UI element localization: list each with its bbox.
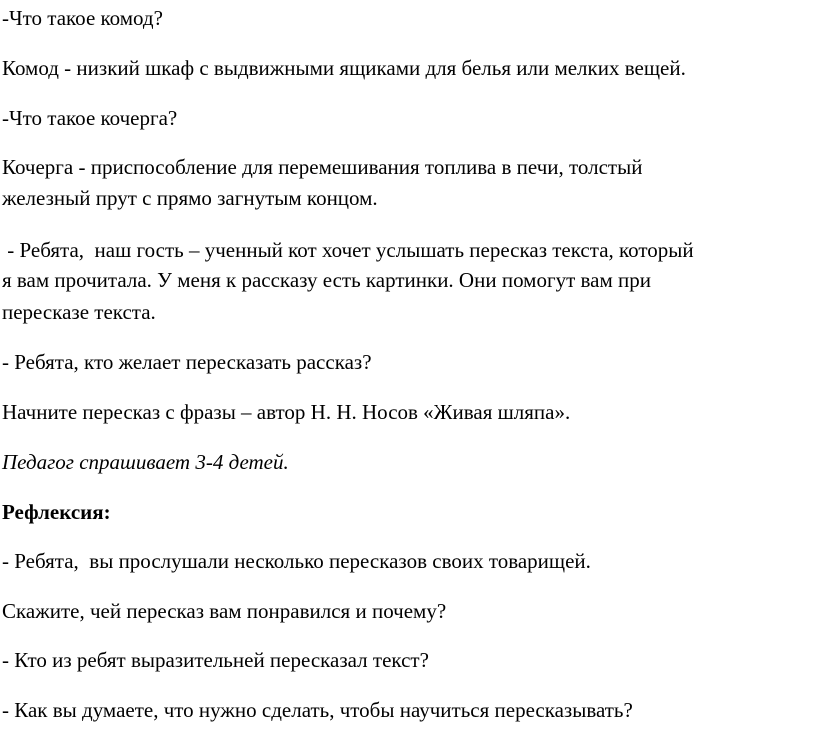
teacher-speech-line-1: - Ребята, наш гость – ученный кот хочет услышать пересказ текста, который <box>2 238 694 262</box>
question-kocherga: -Что такое кочерга? <box>2 106 178 130</box>
answer-kocherga-line-1: Кочерга - приспособление для перемешивания топлива в печи, толстый <box>2 155 643 179</box>
question-komod: -Что такое комод? <box>2 6 163 30</box>
reflection-line-2: Скажите, чей пересказ вам понравился и почему? <box>2 599 447 623</box>
section-heading-reflection: Рефлексия: <box>2 500 111 524</box>
answer-kocherga-line-2: железный прут с прямо загнутым концом. <box>2 186 378 210</box>
reflection-line-3: - Кто из ребят выразительней пересказал текст? <box>2 648 429 672</box>
reflection-line-4: - Как вы думаете, что нужно сделать, чтобы научиться пересказывать? <box>2 698 633 722</box>
teacher-note: Педагог спрашивает 3-4 детей. <box>2 450 289 474</box>
retell-question: - Ребята, кто желает пересказать рассказ? <box>2 350 372 374</box>
teacher-speech-line-3: пересказе текста. <box>2 300 156 324</box>
reflection-line-1: - Ребята, вы прослушали несколько пересказов своих товарищей. <box>2 549 591 573</box>
answer-komod: Комод - низкий шкаф с выдвижными ящиками для белья или мелких вещей. <box>2 56 686 80</box>
teacher-speech-line-2: я вам прочитала. У меня к рассказу есть картинки. Они помогут вам при <box>2 268 651 292</box>
retell-instruction: Начните пересказ с фразы – автор Н. Н. Носов «Живая шляпа». <box>2 400 571 424</box>
